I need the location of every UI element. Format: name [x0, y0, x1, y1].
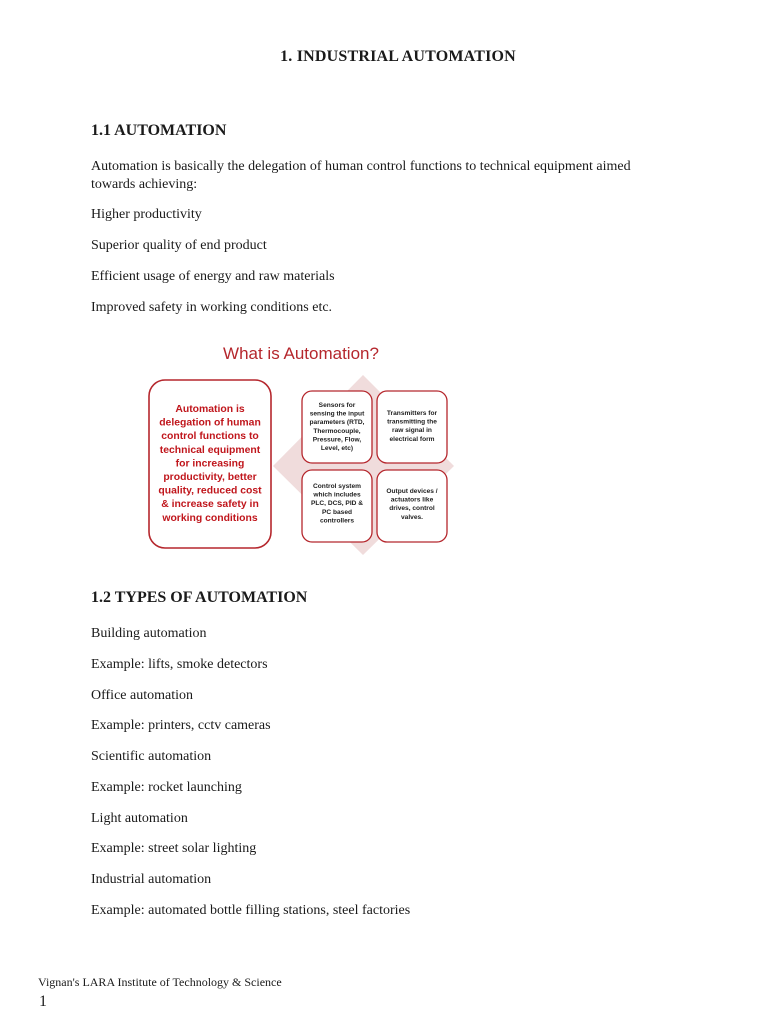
- list-item: Example: printers, cctv cameras: [91, 718, 271, 733]
- footer-institution: Vignan's LARA Institute of Technology & Science: [38, 975, 282, 989]
- list-item: Example: rocket launching: [91, 780, 242, 795]
- page-title: 1. INDUSTRIAL AUTOMATION: [280, 48, 516, 65]
- diagram-text-line: which includes: [313, 491, 361, 499]
- diagram-text-line: controllers: [319, 517, 355, 525]
- section-heading-types: 1.2 TYPES OF AUTOMATION: [91, 589, 308, 606]
- diagram-text-line: PC based: [321, 508, 353, 516]
- diagram-text-line: actuators like: [390, 496, 434, 504]
- diagram-text-line: PLC, DCS, PID &: [310, 500, 364, 508]
- diagram-text-line: technical equipment: [159, 444, 261, 456]
- diagram-text-line: working conditions: [162, 512, 258, 524]
- list-item: Superior quality of end product: [91, 238, 267, 253]
- diagram-text-line: Control system: [313, 483, 361, 490]
- diagram-text-line: parameters (RTD,: [309, 419, 365, 427]
- diagram-text-line: raw signal in: [392, 427, 432, 435]
- diagram-text-line: control functions to: [161, 431, 259, 443]
- list-item: Higher productivity: [91, 207, 202, 222]
- list-item: Office automation: [91, 688, 193, 703]
- diagram-text-line: valves.: [401, 513, 423, 521]
- diagram-text-line: & increase safety in: [161, 499, 259, 511]
- diagram-text-line: for increasing: [175, 458, 245, 470]
- list-item: Industrial automation: [91, 872, 212, 887]
- diagram-text-line: delegation of human: [159, 417, 261, 429]
- figure-title: What is Automation?: [223, 344, 379, 363]
- diagram-text-line: drives, control: [389, 505, 435, 513]
- automation-diagram: [90, 333, 508, 565]
- list-item: Scientific automation: [91, 749, 212, 764]
- list-item: Example: lifts, smoke detectors: [91, 657, 268, 672]
- diagram-text-line: Sensors for: [318, 402, 356, 409]
- list-item: Example: automated bottle filling stations, steel factories: [91, 903, 411, 918]
- list-item: Improved safety in working conditions etc.: [91, 300, 333, 315]
- diagram-text-line: Transmitters for: [386, 410, 438, 417]
- list-item: Efficient usage of energy and raw materials: [91, 269, 335, 284]
- list-item: Building automation: [91, 626, 207, 641]
- page-number: 1: [39, 993, 47, 1010]
- diagram-text-line: transmitting the: [387, 418, 437, 426]
- diagram-text-line: quality, reduced cost: [158, 485, 262, 497]
- diagram-text-line: sensing the input: [309, 410, 365, 418]
- intro-paragraph: [91, 158, 691, 194]
- transmitters-text: [387, 410, 438, 443]
- list-item: Example: street solar lighting: [91, 841, 257, 856]
- diagram-text-line: productivity, better: [163, 472, 257, 483]
- intro-line: Automation is basically the delegation of human control functions to technical equipment aimed: [91, 159, 631, 174]
- diagram-text-line: electrical form: [389, 435, 435, 443]
- diagram-text-line: Automation is: [175, 404, 245, 415]
- section-heading-automation: 1.1 AUTOMATION: [91, 122, 227, 139]
- diagram-text-line: Thermocouple,: [313, 427, 361, 435]
- diagram-text-line: Output devices /: [386, 488, 438, 495]
- diagram-text-line: Level, etc): [320, 445, 354, 452]
- list-item: Light automation: [91, 811, 188, 826]
- intro-line: towards achieving:: [91, 177, 198, 192]
- automation-figure: [90, 333, 508, 565]
- diagram-text-line: Pressure, Flow,: [312, 436, 362, 444]
